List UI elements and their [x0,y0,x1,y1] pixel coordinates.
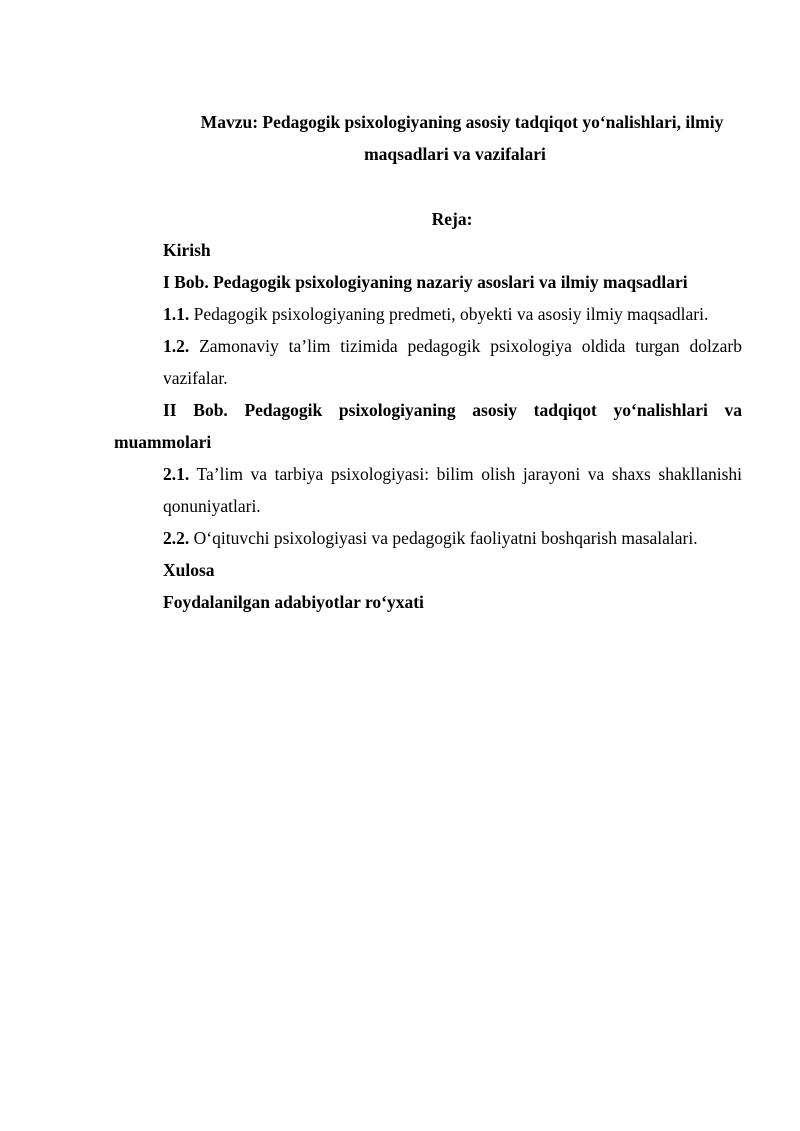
plan-item-references: Foydalanilgan adabiyotlar ro‘yxati [163,592,424,612]
plan-item-section-2-1 [114,458,742,522]
plan-item-section-1-2 [114,330,742,394]
title-line-1: Mavzu: Pedagogik psixologiyaning asosiy tadqiqot yo‘nalishlari, ilmiy [200,112,724,132]
plan-list [114,234,742,618]
section-number: 2.1. [163,464,190,484]
document-title [110,106,800,170]
section-text: Pedagogik psixologiyaning predmeti, obyekti va asosiy ilmiy maqsadlari. [193,304,709,324]
plan-item-section-2-2 [114,522,742,554]
plan-heading: Reja: [431,209,473,229]
section-text: Zamonaviy ta’lim tizimida pedagogik psixologiya oldida turgan dolzarb vazifalar. [163,336,742,388]
plan-item-intro: Kirish [163,240,211,260]
section-number: 1.2. [163,336,190,356]
plan-item-chapter-1: I Bob. Pedagogik psixologiyaning nazariy asoslari va ilmiy maqsadlari [163,272,688,292]
section-text: Ta’lim va tarbiya psixologiyasi: bilim olish jarayoni va shaxs shakllanishi qonuniyatlari. [163,464,743,516]
section-number: 1.1. [163,304,190,324]
section-text: O‘qituvchi psixologiyasi va pedagogik faoliyatni boshqarish masalalari. [193,528,698,548]
plan-item-conclusion: Xulosa [163,560,215,580]
plan-item-section-1-1 [114,298,742,330]
plan-item-chapter-2: II Bob. Pedagogik psixologiyaning asosiy tadqiqot yo‘nalishlari va muammolari [114,400,742,452]
title-line-2: maqsadlari va vazifalari [364,144,546,164]
section-number: 2.2. [163,528,190,548]
